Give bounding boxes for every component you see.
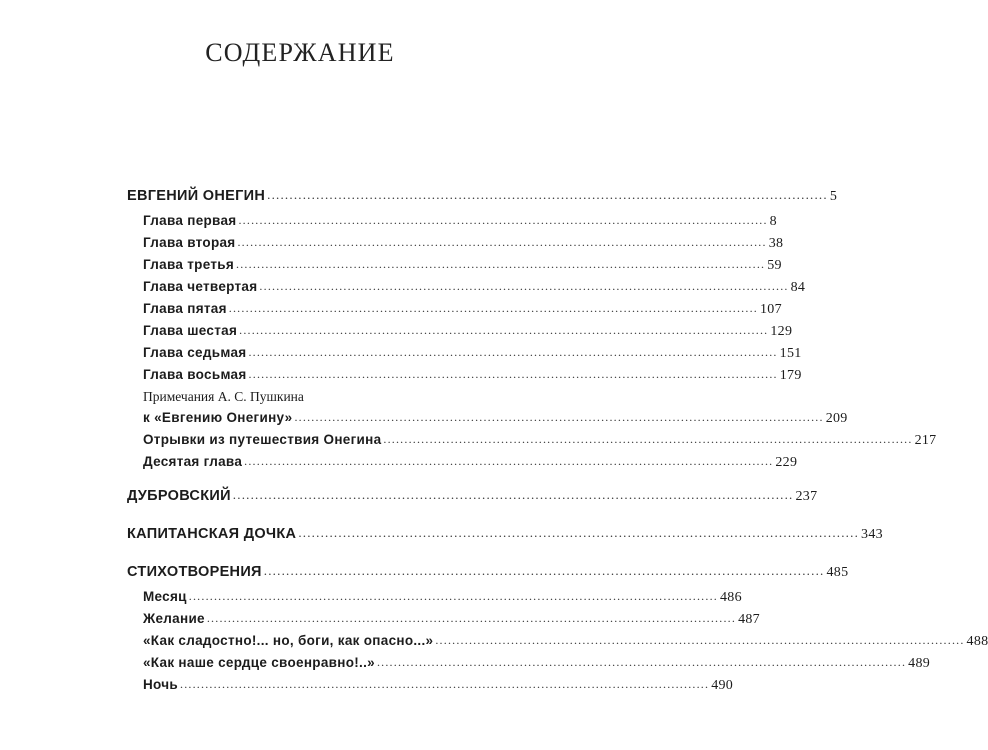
page-number: 489 xyxy=(908,656,931,672)
entry-title: Глава седьмая xyxy=(143,345,247,360)
dot-leader: .............................................................................................................................. xyxy=(232,487,794,503)
entry-title: Глава пятая xyxy=(143,301,227,316)
dot-leader: .............................................................................................................................. xyxy=(238,213,768,227)
page-number: 486 xyxy=(719,590,742,606)
toc-entry[interactable] xyxy=(143,451,798,473)
page-number: 107 xyxy=(759,302,782,317)
entry-title: Глава первая xyxy=(143,213,237,228)
entry-title: Отрывки из путешествия Онегина xyxy=(143,432,382,448)
page-number: 8 xyxy=(769,214,777,229)
toc-entry[interactable] xyxy=(143,429,937,451)
entry-title: Глава шестая xyxy=(143,323,238,338)
entry-title: Желание xyxy=(143,611,205,627)
page-number: 229 xyxy=(775,455,798,471)
entry-title: Глава восьмая xyxy=(143,367,247,382)
toc-section-heading[interactable] xyxy=(127,487,818,510)
toc-entry[interactable] xyxy=(143,298,782,320)
page-number: 343 xyxy=(861,527,883,543)
dot-leader: .............................................................................................................................. xyxy=(244,454,774,469)
toc-section-heading[interactable] xyxy=(127,187,838,210)
page-number: 179 xyxy=(779,368,802,383)
page-number: 129 xyxy=(770,324,793,339)
toc-entry[interactable] xyxy=(143,630,988,652)
entry-title: Месяц xyxy=(143,589,187,605)
page-number: 59 xyxy=(767,258,782,273)
dot-leader: .............................................................................................................................. xyxy=(248,345,778,359)
entry-title-line1: Примечания А. С. Пушкина xyxy=(143,389,304,404)
table-of-contents xyxy=(127,187,988,696)
dot-leader: .............................................................................................................................. xyxy=(294,410,824,425)
toc-section-poems xyxy=(127,563,988,696)
toc-section-dubrovsky xyxy=(127,487,818,510)
toc-section-captains-daughter xyxy=(127,525,883,548)
dot-leader: .............................................................................................................................. xyxy=(263,563,825,579)
page-number: 209 xyxy=(825,411,848,427)
toc-entry-multiline[interactable] xyxy=(143,386,848,429)
toc-section-eugene-onegin xyxy=(127,187,937,473)
toc-entry[interactable] xyxy=(143,364,802,386)
dot-leader: .............................................................................................................................. xyxy=(206,611,737,626)
toc-entry[interactable] xyxy=(143,320,793,342)
dot-leader: .............................................................................................................................. xyxy=(236,257,766,271)
toc-entry[interactable] xyxy=(143,210,777,232)
section-title: КАПИТАНСКАЯ ДОЧКА xyxy=(127,526,297,543)
toc-entry[interactable] xyxy=(143,342,802,364)
dot-leader: .............................................................................................................................. xyxy=(259,279,789,293)
entry-title: Десятая глава xyxy=(143,454,243,470)
toc-entry[interactable] xyxy=(143,608,760,630)
toc-entry[interactable] xyxy=(143,586,742,608)
section-title: СТИХОТВОРЕНИЯ xyxy=(127,564,262,581)
toc-entry[interactable] xyxy=(143,674,734,696)
dot-leader: .............................................................................................................................. xyxy=(376,655,907,670)
entry-title: Ночь xyxy=(143,677,178,693)
entry-title: «Как наше сердце своенравно!..» xyxy=(143,655,375,671)
page-number: 487 xyxy=(738,612,760,628)
entry-title: Глава четвертая xyxy=(143,279,258,294)
dot-leader: .............................................................................................................................. xyxy=(188,589,718,604)
toc-entries xyxy=(143,210,937,473)
entry-title: Глава вторая xyxy=(143,235,236,250)
dot-leader: .............................................................................................................................. xyxy=(267,187,828,202)
section-title: ЕВГЕНИЙ ОНЕГИН xyxy=(127,188,266,204)
dot-leader: .............................................................................................................................. xyxy=(248,367,778,381)
dot-leader: .............................................................................................................................. xyxy=(298,525,860,541)
toc-section-heading[interactable] xyxy=(127,525,883,548)
toc-entry[interactable] xyxy=(143,652,931,674)
toc-section-heading[interactable] xyxy=(127,563,849,586)
entry-title: «Как сладостно!... но, боги, как опасно...» xyxy=(143,633,434,649)
section-title: ДУБРОВСКИЙ xyxy=(127,488,231,505)
dot-leader: .............................................................................................................................. xyxy=(237,235,767,249)
page-number: 488 xyxy=(966,634,988,650)
page-title: СОДЕРЖАНИЕ xyxy=(205,38,395,67)
page-number: 217 xyxy=(914,433,937,449)
page-number: 38 xyxy=(768,236,784,251)
dot-leader: .............................................................................................................................. xyxy=(228,301,758,315)
toc-entry[interactable] xyxy=(143,276,806,298)
toc-entries xyxy=(143,586,988,696)
page-number: 490 xyxy=(711,678,734,694)
toc-entry[interactable] xyxy=(143,232,784,254)
dot-leader: .............................................................................................................................. xyxy=(239,323,769,337)
page-number: 151 xyxy=(779,346,802,361)
entry-title: к «Евгению Онегину» xyxy=(143,410,293,426)
page-number: 485 xyxy=(826,565,849,581)
dot-leader: .............................................................................................................................. xyxy=(435,633,965,648)
page-number: 237 xyxy=(795,489,818,505)
toc-entry[interactable] xyxy=(143,254,782,276)
dot-leader: .............................................................................................................................. xyxy=(180,677,710,692)
page-number: 5 xyxy=(829,189,838,204)
toc-entry-continuation xyxy=(143,407,848,429)
entry-title: Глава третья xyxy=(143,257,235,272)
page-number: 84 xyxy=(790,280,806,295)
dot-leader: .............................................................................................................................. xyxy=(383,432,913,447)
